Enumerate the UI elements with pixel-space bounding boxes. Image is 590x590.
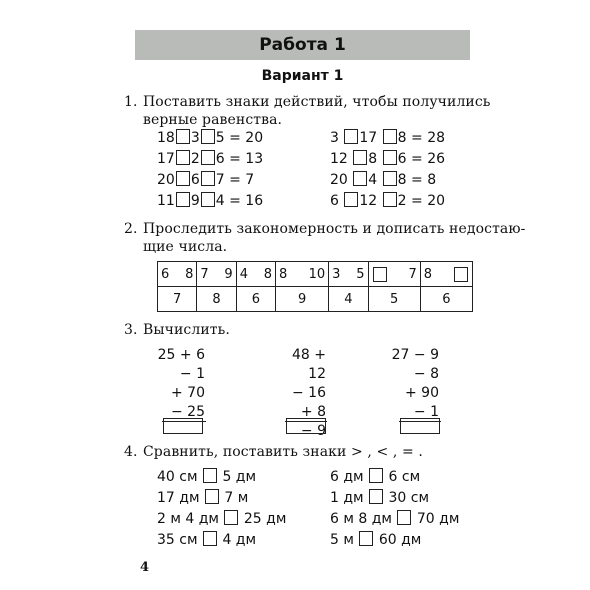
task4-right-column xyxy=(330,467,459,551)
answer-box[interactable] xyxy=(369,468,383,483)
task4-text: Сравнить, поставить знаки > , < , = . xyxy=(143,444,423,460)
task1-right-column xyxy=(330,128,445,212)
page-number: 4 xyxy=(140,560,150,575)
answer-box[interactable] xyxy=(397,510,411,525)
task1-left-column xyxy=(157,128,263,212)
answer-box[interactable] xyxy=(383,150,397,165)
pattern-cell: 7 xyxy=(368,262,420,287)
task1-text-line1: Поставить знаки действий, чтобы получились xyxy=(143,94,491,110)
missing-number-box[interactable] xyxy=(454,267,468,282)
answer-box[interactable] xyxy=(201,129,215,144)
pattern-cell: 8 xyxy=(420,262,472,287)
task4-left-column xyxy=(157,467,286,551)
answer-box[interactable] xyxy=(344,129,358,144)
equation-row: 18 3 5 = 20 xyxy=(157,130,264,146)
answer-box[interactable] xyxy=(224,510,238,525)
pattern-cell: 6 xyxy=(236,287,275,312)
equation-row: 6 12 2 = 20 xyxy=(330,193,446,209)
task1-text-line2: верные равенства. xyxy=(143,112,283,128)
answer-box[interactable] xyxy=(163,418,203,434)
pattern-cell: 9 xyxy=(276,287,329,312)
answer-box[interactable] xyxy=(400,418,440,434)
variant-title: Вариант 1 xyxy=(261,68,344,84)
compare-row: 6 дм 6 см xyxy=(330,469,421,485)
answer-box[interactable] xyxy=(203,468,217,483)
compare-row: 40 см 5 дм xyxy=(157,469,257,485)
compare-row: 17 дм 7 м xyxy=(157,490,249,506)
compare-row: 2 м 4 дм 25 дм xyxy=(157,511,287,527)
answer-box[interactable] xyxy=(201,171,215,186)
calc-column-3: 27 − 9 − 8 + 90 − 1 xyxy=(391,347,439,420)
answer-box[interactable] xyxy=(383,192,397,207)
pattern-cell: 6 8 xyxy=(158,262,197,287)
answer-box[interactable] xyxy=(383,171,397,186)
task3-text: Вычислить. xyxy=(143,322,230,338)
answer-box[interactable] xyxy=(176,192,190,207)
compare-row: 1 дм 30 см xyxy=(330,490,430,506)
answer-box[interactable] xyxy=(176,150,190,165)
pattern-top-row xyxy=(158,262,473,287)
pattern-cell: 8 xyxy=(197,287,236,312)
pattern-bottom-row xyxy=(158,287,473,312)
answer-box[interactable] xyxy=(201,192,215,207)
pattern-cell: 7 9 xyxy=(197,262,236,287)
pattern-cell: 3 5 xyxy=(329,262,368,287)
compare-row: 5 м 60 дм xyxy=(330,532,422,548)
calc-column-2: 48 + 12 − 16 + 8 − 9 xyxy=(292,347,326,439)
compare-row: 35 см 4 дм xyxy=(157,532,257,548)
answer-box[interactable] xyxy=(359,531,373,546)
pattern-cell: 6 xyxy=(420,287,472,312)
task4-number: 4. xyxy=(124,444,138,460)
equation-row: 11 9 4 = 16 xyxy=(157,193,264,209)
task2-text-line2: щие числа. xyxy=(143,239,228,255)
equation-row: 20 6 7 = 7 xyxy=(157,172,255,188)
equation-row: 20 4 8 = 8 xyxy=(330,172,437,188)
answer-box[interactable] xyxy=(176,171,190,186)
pattern-cell: 4 8 xyxy=(236,262,275,287)
equation-row: 17 2 6 = 13 xyxy=(157,151,264,167)
answer-box[interactable] xyxy=(201,150,215,165)
pattern-cell: 7 xyxy=(158,287,197,312)
equation-row: 3 17 8 = 28 xyxy=(330,130,446,146)
compare-row: 6 м 8 дм 70 дм xyxy=(330,511,460,527)
missing-number-box[interactable] xyxy=(373,267,387,282)
pattern-cell: 5 xyxy=(368,287,420,312)
answer-box[interactable] xyxy=(286,418,326,434)
answer-box[interactable] xyxy=(176,129,190,144)
answer-box[interactable] xyxy=(344,192,358,207)
answer-box[interactable] xyxy=(353,150,367,165)
answer-box[interactable] xyxy=(369,489,383,504)
task2-number: 2. xyxy=(124,221,138,237)
answer-box[interactable] xyxy=(383,129,397,144)
page-title: Работа 1 xyxy=(259,35,346,55)
task2-text-line1: Проследить закономерность и дописать недостаю- xyxy=(143,221,526,237)
pattern-table xyxy=(157,261,473,312)
task3-number: 3. xyxy=(124,322,138,338)
task1-number: 1. xyxy=(124,94,138,110)
answer-box[interactable] xyxy=(203,531,217,546)
calc-column-1: 25 + 6 − 1 + 70 − 25 xyxy=(157,347,205,420)
answer-box[interactable] xyxy=(205,489,219,504)
equation-row: 12 8 6 = 26 xyxy=(330,151,446,167)
pattern-cell: 8 10 xyxy=(276,262,329,287)
answer-box[interactable] xyxy=(353,171,367,186)
pattern-cell: 4 xyxy=(329,287,368,312)
